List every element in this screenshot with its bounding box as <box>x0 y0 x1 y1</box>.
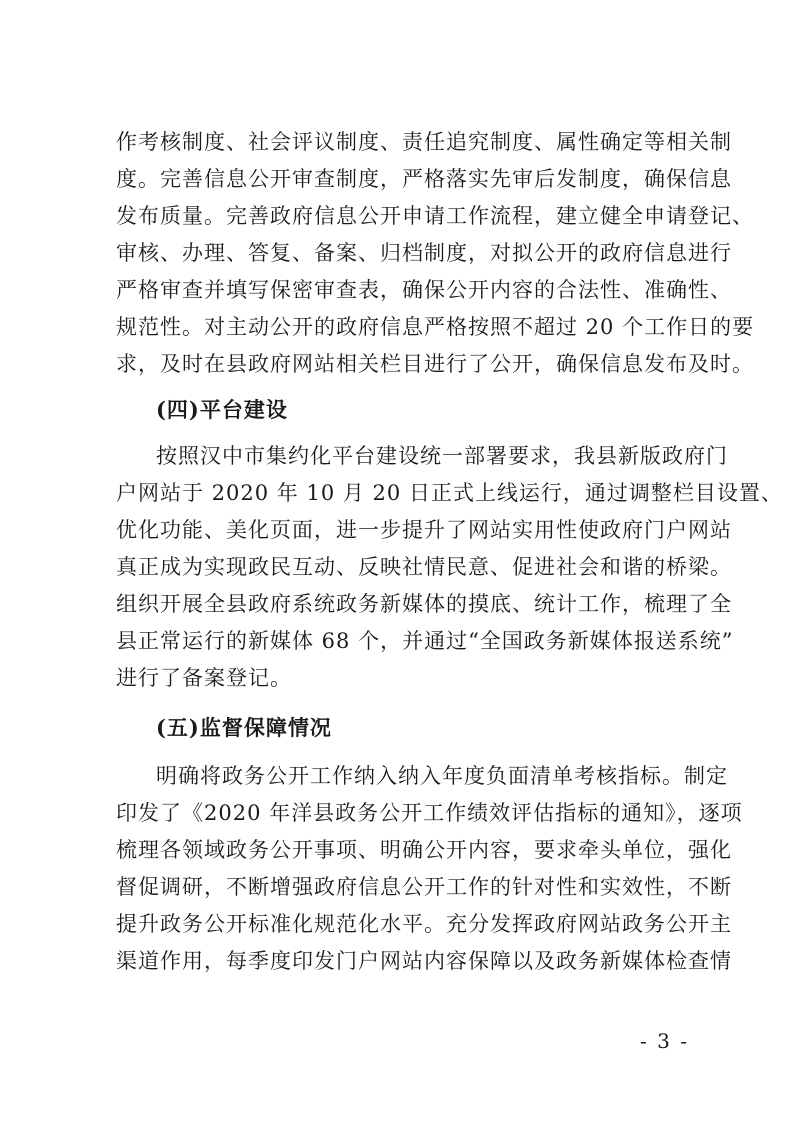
section-heading-supervision: (五)监督保障情况 <box>156 715 332 740</box>
paragraph-line: 明确将政务公开工作纳入纳入年度负面清单考核指标。制定 <box>156 764 728 788</box>
paragraph-line: 按照汉中市集约化平台建设统一部署要求，我县新版政府门 <box>156 444 728 468</box>
paragraph-line: 发布质量。完善政府信息公开申请工作流程，建立健全申请登记、 <box>116 204 754 228</box>
paragraph-line: 梳理各领域政务公开事项、明确公开内容，要求牵头单位，强化 <box>116 838 732 862</box>
paragraph-line: 户网站于 2020 年 10 月 20 日正式上线运行，通过调整栏目设置、 <box>116 481 783 505</box>
paragraph-line: 作考核制度、社会评议制度、责任追究制度、属性确定等相关制 <box>116 130 732 154</box>
paragraph-line: 印发了《2020 年洋县政务公开工作绩效评估指标的通知》，逐项 <box>116 801 743 825</box>
paragraph-line: 进行了备案登记。 <box>116 666 292 690</box>
paragraph-line: 严格审查并填写保密审查表，确保公开内容的合法性、准确性、 <box>116 278 732 302</box>
paragraph-line: 渠道作用，每季度印发门户网站内容保障以及政务新媒体检查情 <box>116 949 732 973</box>
paragraph-line: 求，及时在县政府网站相关栏目进行了公开，确保信息发布及时。 <box>116 352 754 376</box>
paragraph-line: 组织开展全县政府系统政务新媒体的摸底、统计工作，梳理了全 <box>116 592 732 616</box>
paragraph-line: 度。完善信息公开审查制度，严格落实先审后发制度，确保信息 <box>116 167 732 191</box>
page-number: - 3 - <box>640 1029 689 1053</box>
paragraph-line: 优化功能、美化页面，进一步提升了网站实用性使政府门户网站 <box>116 518 732 542</box>
paragraph-line: 督促调研，不断增强政府信息公开工作的针对性和实效性，不断 <box>116 875 732 899</box>
paragraph-line: 真正成为实现政民互动、反映社情民意、促进社会和谐的桥梁。 <box>116 555 732 579</box>
paragraph-line: 县正常运行的新媒体 68 个，并通过“全国政务新媒体报送系统” <box>116 629 734 653</box>
section-heading-platform: (四)平台建设 <box>156 397 288 422</box>
paragraph-line: 规范性。对主动公开的政府信息严格按照不超过 20 个工作日的要 <box>116 315 755 339</box>
paragraph-line: 审核、办理、答复、备案、归档制度，对拟公开的政府信息进行 <box>116 241 732 265</box>
paragraph-line: 提升政务公开标准化规范化水平。充分发挥政府网站政务公开主 <box>116 912 732 936</box>
